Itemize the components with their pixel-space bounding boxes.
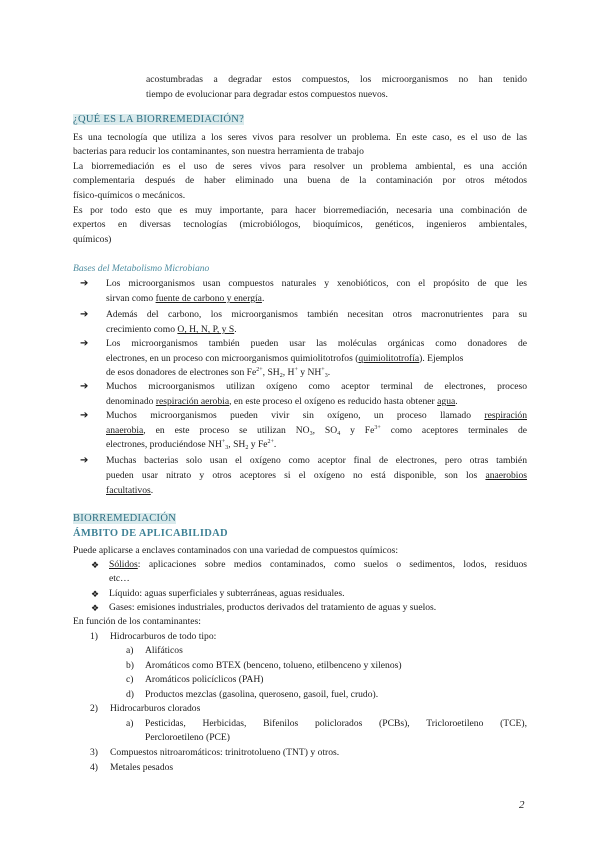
n2a-line2: Percloroetileno (PCE): [145, 732, 230, 743]
d2-line: Líquido: aguas superficiales y subterráneas, aguas residuales.: [109, 588, 345, 599]
b1-line2: sirvan como fuente de carbono y energía.: [106, 293, 265, 304]
list-number: 2): [90, 703, 98, 714]
n2a-line1: Pesticidas, Herbicidas, Bifenilos policlorados (PCBs), Tricloroetileno (TCE),: [145, 718, 527, 729]
b2-line1: Además del carbono, los microorganismos también necesitan otros macronutrientes para su: [106, 309, 527, 320]
n1b-line: Aromáticos como BTEX (benceno, tolueno, etilbenceno y xilenos): [145, 660, 402, 671]
diamond-bullet-icon: ❖: [91, 560, 100, 570]
s1-p1-line1: Es una tecnología que utiliza a los seres vivos para resolver un problema. En este caso, es el uso de las: [73, 132, 527, 143]
b4-line2: denominado respiración aerobia, en este proceso el oxígeno es reducido hasta obtener agua.: [106, 396, 458, 407]
n2-line: Hidrocarburos clorados: [110, 703, 201, 714]
page-number: 2: [519, 799, 525, 811]
contaminants-intro: En función de los contaminantes:: [73, 616, 201, 627]
arrow-bullet-icon: ➔: [80, 381, 89, 392]
arrow-bullet-icon: ➔: [80, 278, 89, 289]
list-letter: c): [126, 674, 134, 685]
b5-line1: Muchos microorganismos pueden vivir sin oxígeno, un proceso llamado respiración: [106, 410, 527, 421]
s1-p2-line2: complementaria después de haber eliminado una buena de la contaminación por otros métodos: [73, 175, 527, 186]
b6-line2: pueden usar nitrato y otros aceptores si el oxígeno no está disponible, son los anaerobios: [106, 470, 527, 481]
n1d-line: Productos mezclas (gasolina, queroseno, gasoil, fuel, crudo).: [145, 689, 379, 700]
diamond-bullet-icon: ❖: [91, 589, 100, 599]
s1-p3-line2: expertos en diversas tecnologías (microbiólogos, bioquímicos, genéticos, ingenieros ambientales,: [73, 219, 527, 230]
list-letter: a): [126, 718, 134, 729]
intro-line-2: tiempo de evolucionar para degradar estos compuestos nuevos.: [146, 89, 388, 100]
d3-line: Gases: emisiones industriales, productos derivados del tratamiento de aguas y suelos.: [109, 602, 437, 613]
n1c-line: Aromáticos policíclicos (PAH): [145, 674, 264, 685]
b3-line3: de esos donadores de electrones son $Fe^{2+}$, $SH_2$, H+ y $NH^+_3$.: [106, 367, 331, 379]
d1-line1: Sólidos: aplicaciones sobre medios contaminados, como suelos o sedimentos, lodos, residuos: [109, 559, 527, 570]
d1-line2: etc…: [109, 573, 130, 584]
arrow-bullet-icon: ➔: [80, 309, 89, 320]
arrow-bullet-icon: ➔: [80, 338, 89, 349]
b4-line1: Muchos microorganismos utilizan oxígeno como aceptor terminal de electrones, proceso: [106, 381, 527, 392]
b3-line2: electrones, en un proceso con microorganismos quimiolitotrofos (quimiolitotrofía). Ejemplos: [106, 353, 464, 364]
b5-line3: electrones, produciéndose $NH^+_3$, $SH_2$ y $Fe^{2+}$.: [106, 439, 277, 451]
b3-line1: Los microorganismos también pueden usar las moléculas orgánicas como donadores de: [106, 338, 527, 349]
intro-line-1: acostumbradas a degradar estos compuestos, los microorganismos no han tenido: [146, 74, 527, 85]
list-number: 4): [90, 762, 98, 773]
b6-line1: Muchas bacterias solo usan el oxígeno como aceptor final de electrones, pero otras también: [106, 455, 527, 466]
b2-line2: crecimiento como O, H, N, P, y S.: [106, 324, 237, 335]
n1a-line: Alifáticos: [145, 645, 183, 656]
list-letter: a): [126, 645, 134, 656]
b6-line3: facultativos.: [106, 485, 154, 496]
diamond-bullet-icon: ❖: [91, 603, 100, 613]
arrow-bullet-icon: ➔: [80, 410, 89, 421]
list-number: 1): [90, 631, 98, 642]
s1-p2-line1: La biorremediación es el uso de seres vivos para resolver un problema ambiental, es una acción: [73, 161, 527, 172]
section-subtitle-ambito: ÁMBITO DE APLICABILIDAD: [73, 528, 228, 539]
section-title-biorremediacion: BIORREMEDIACIÓN: [73, 513, 177, 524]
s1-p2-line3: físico-químicos o mecánicos.: [73, 190, 186, 201]
s1-p3-line3: químicos): [73, 234, 112, 245]
n3-line: Compuestos nitroaromáticos: trinitrotolueno (TNT) y otros.: [110, 747, 340, 758]
n4-line: Metales pesados: [110, 762, 174, 773]
s1-p3-line1: Es por todo esto que es muy importante, para hacer biorremediación, necesaria una combinación de: [73, 205, 527, 216]
n1-line: Hidrocarburos de todo tipo:: [110, 631, 217, 642]
list-number: 3): [90, 747, 98, 758]
s2-intro: Puede aplicarse a enclaves contaminados con una variedad de compuestos químicos:: [73, 545, 399, 556]
arrow-bullet-icon: ➔: [80, 455, 89, 466]
b1-line1: Los microorganismos usan compuestos naturales y xenobióticos, con el propósito de que les: [106, 278, 527, 289]
s1-p1-line2: bacterias para reducir los contaminantes, son nuestra herramienta de trabajo: [73, 146, 364, 157]
section-title-que-es: ¿QUÉ ES LA BIORREMEDIACIÓN?: [73, 114, 245, 125]
b5-line2: anaerobia, en este proceso se utilizan $NO_3$, $SO_4$ y $Fe^{3+}$ como aceptores terminales de: [106, 425, 527, 437]
list-letter: b): [126, 660, 134, 671]
list-letter: d): [126, 689, 134, 700]
metabolism-subtitle: Bases del Metabolismo Microbiano: [73, 263, 210, 274]
